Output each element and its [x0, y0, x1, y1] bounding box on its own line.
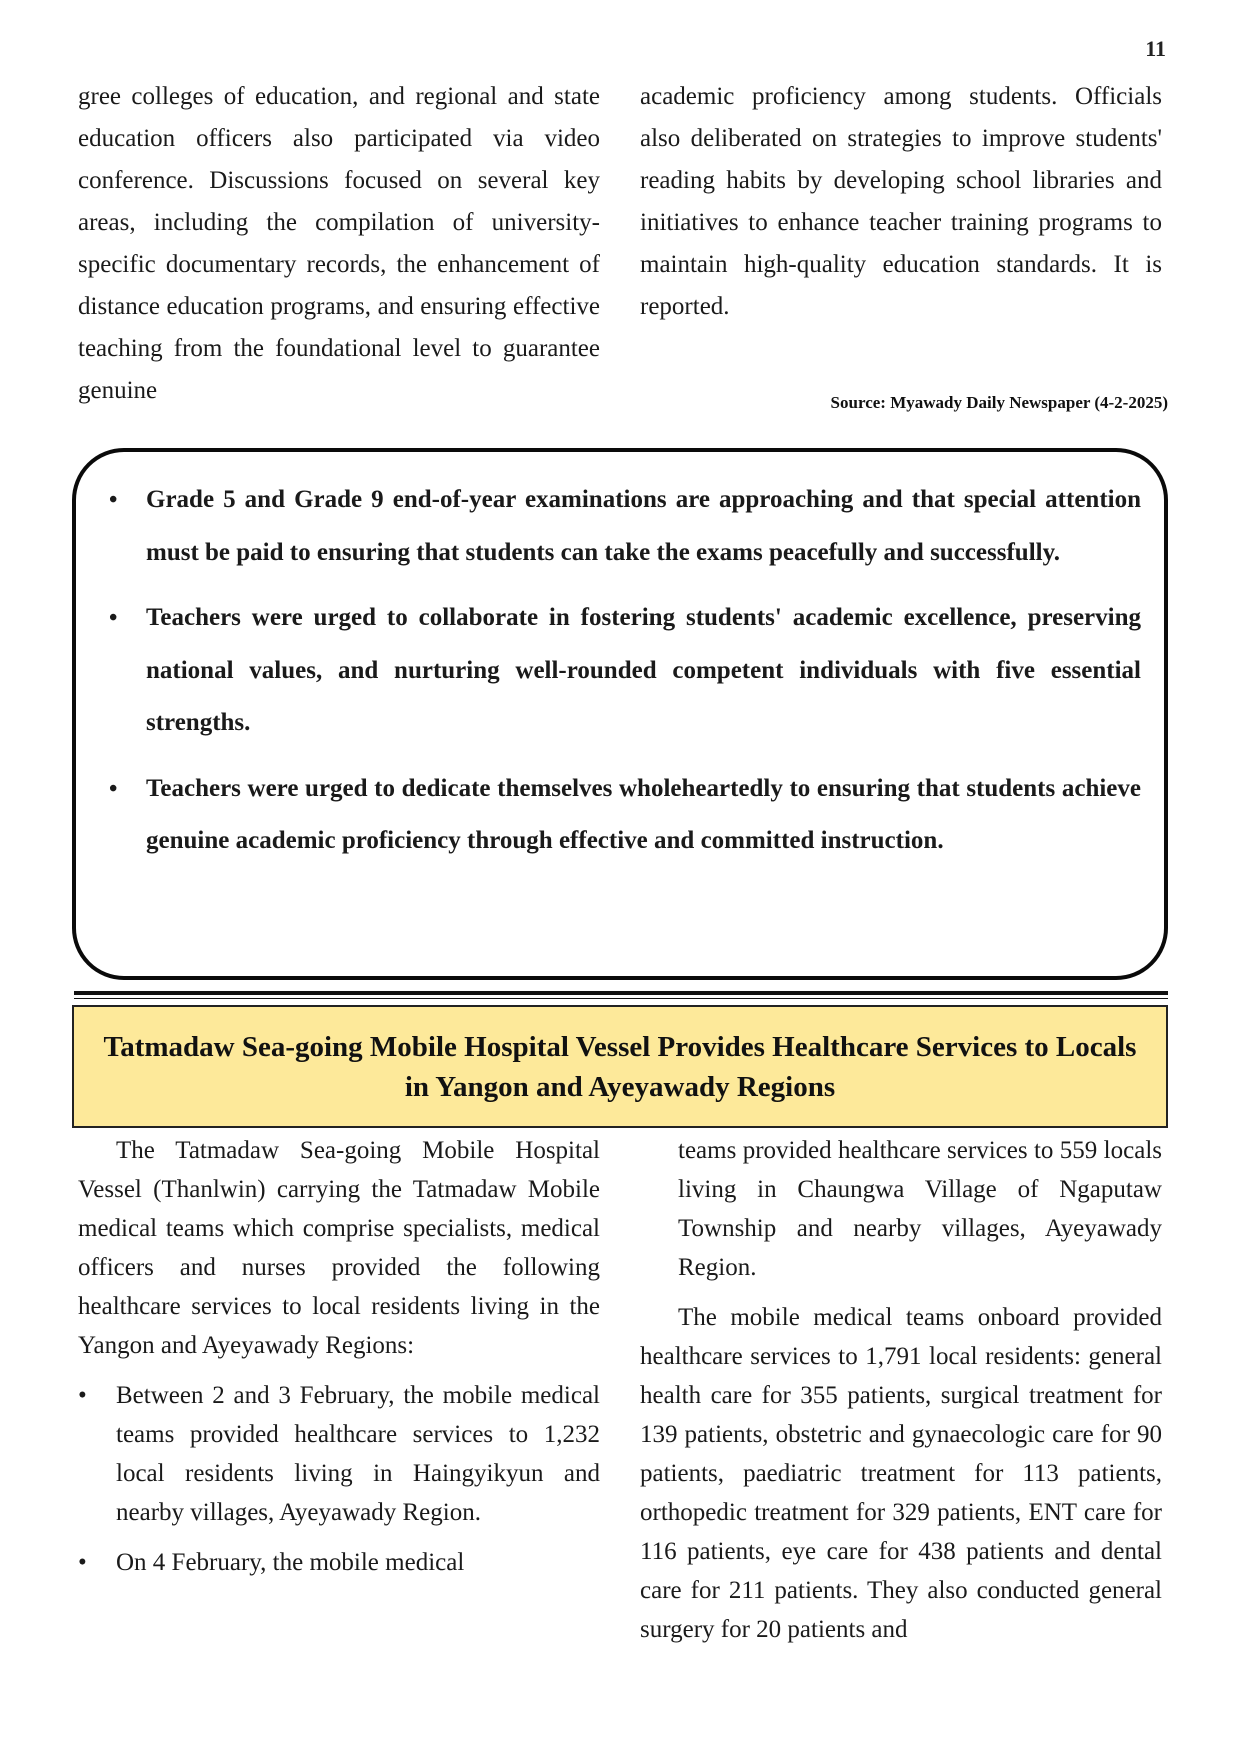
source-credit: Source: Myawady Daily Newspaper (4-2-2025): [830, 393, 1168, 412]
article-left-column: [78, 1131, 600, 1593]
top-article-right-column: [640, 76, 1162, 328]
summary-item: • Teachers were urged to collaborate in fostering students' academic excellence, preserving national values, and nurturing well-rounded competent individuals with five essential strengths.: [146, 592, 1141, 750]
article-bullet-continuation: teams provided healthcare services to 559 locals living in Chaungwa Village of Ngaputaw Township and nearby villages, Ayeyawady Region.: [678, 1137, 1162, 1281]
article-bullet: • Between 2 and 3 February, the mobile medical teams provided healthcare services to 1,232 local residents living in Haingyikyun and nearby villages, Ayeyawady Region.: [78, 1376, 600, 1532]
summary-item: • Teachers were urged to dedicate themselves wholeheartedly to ensuring that students achieve genuine academic proficiency through effective and committed instruction.: [146, 763, 1141, 868]
section-divider-thin: [74, 998, 1168, 999]
top-article-right-text: academic proficiency among students. Officials also deliberated on strategies to improve students' reading habits by developing school libraries and initiatives to enhance teacher training programs to maintain high-quality education standards. It is reported.: [640, 83, 1162, 320]
headline-box: [72, 1005, 1168, 1128]
article-paragraph-2: The mobile medical teams onboard provided healthcare services to 1,791 local residents: general health care for 355 patients, surgical treatment for 139 patients, obstetric and gynaecologic care for 90 patients, paediatric treatment for 113 patients, orthopedic treatment for 329 patients, ENT care for 116 patients, eye care for 438 patients and dental care for 211 patients. They also conducted general surgery for 20 patients and: [640, 1304, 1162, 1643]
top-article-left-column: [78, 76, 600, 412]
top-article-left-text: gree colleges of education, and regional and state education officers also participated via video conference. Discussions focused on several key areas, including the compilation of university-specific documentary records, the enhancement of distance education programs, and ensuring effective teaching from the foundational level to guarantee genuine: [78, 83, 600, 404]
article-right-column: [640, 1131, 1162, 1649]
summary-box: [72, 448, 1168, 980]
article-bullet: • On 4 February, the mobile medical: [78, 1543, 600, 1582]
section-divider-thick: [74, 991, 1168, 995]
article-bullet-list: [78, 1376, 600, 1582]
summary-item: • Grade 5 and Grade 9 end-of-year examinations are approaching and that special attention must be paid to ensuring that students can take the exams peacefully and successfully.: [146, 474, 1141, 579]
summary-list: [146, 474, 1141, 881]
article-intro: The Tatmadaw Sea-going Mobile Hospital Vessel (Thanlwin) carrying the Tatmadaw Mobile medical teams which comprise specialists, medical officers and nurses provided the following healthcare services to local residents living in the Yangon and Ayeyawady Regions:: [78, 1137, 600, 1359]
page-number: 11: [1145, 36, 1166, 61]
article-headline: Tatmadaw Sea-going Mobile Hospital Vessel Provides Healthcare Services to Locals in Yangon and Ayeyawady Regions: [103, 1030, 1137, 1103]
